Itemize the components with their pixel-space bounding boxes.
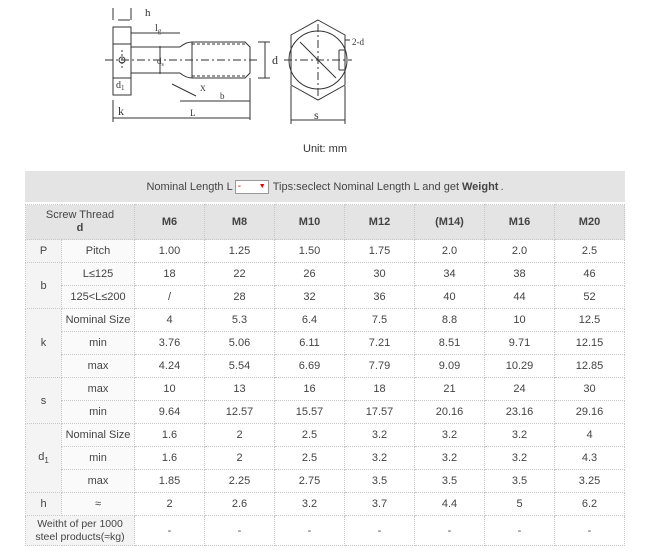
table-cell: 3.2 — [415, 424, 485, 447]
table-row — [26, 378, 625, 401]
col-header: M8 — [205, 205, 275, 240]
table-cell: - — [345, 516, 415, 546]
table-cell: 12.5 — [555, 309, 625, 332]
table-cell: 7.21 — [345, 332, 415, 355]
row-sub-label: max — [62, 355, 135, 378]
row-sub-label: max — [62, 470, 135, 493]
table-cell: 17.57 — [345, 401, 415, 424]
table-cell: 3.2 — [485, 424, 555, 447]
table-cell: 16 — [275, 378, 345, 401]
table-row — [26, 309, 625, 332]
table-cell: 23.16 — [485, 401, 555, 424]
table-cell: 3.25 — [555, 470, 625, 493]
table-cell: 18 — [135, 263, 205, 286]
table-cell: 3.76 — [135, 332, 205, 355]
table-cell: 9.64 — [135, 401, 205, 424]
table-cell: 2 — [205, 424, 275, 447]
table-cell: 4 — [555, 424, 625, 447]
table-cell: 10 — [485, 309, 555, 332]
label-chamfer: 2-d — [352, 37, 364, 47]
table-header-row — [26, 205, 625, 240]
table-cell: 6.2 — [555, 493, 625, 516]
row-sub-label: min — [62, 332, 135, 355]
header-screw-thread: Screw Thread d — [26, 205, 135, 240]
label-d1: $d_1$ — [116, 80, 125, 92]
table-cell: 1.75 — [345, 240, 415, 263]
label-ds: $d_s$ — [157, 56, 164, 68]
spec-table — [25, 204, 625, 546]
table-cell: 1.00 — [135, 240, 205, 263]
table-cell: 38 — [485, 263, 555, 286]
table-cell: 3.5 — [345, 470, 415, 493]
table-cell: - — [485, 516, 555, 546]
table-cell: 52 — [555, 286, 625, 309]
length-selector-bar — [25, 171, 625, 202]
table-row — [26, 401, 625, 424]
row-sub-label: Pitch — [62, 240, 135, 263]
row-sub-label: ≈ — [62, 493, 135, 516]
col-header: (M14) — [415, 205, 485, 240]
table-cell: 12.15 — [555, 332, 625, 355]
table-cell: 30 — [345, 263, 415, 286]
table-cell: 2.75 — [275, 470, 345, 493]
table-cell: 21 — [415, 378, 485, 401]
table-cell: 5.54 — [205, 355, 275, 378]
table-cell: 30 — [555, 378, 625, 401]
table-row — [26, 332, 625, 355]
table-row — [26, 516, 625, 546]
table-cell: 26 — [275, 263, 345, 286]
label-x: X — [200, 84, 206, 93]
table-cell: 20.16 — [415, 401, 485, 424]
table-cell: 2.0 — [485, 240, 555, 263]
row-sub-label: Nominal Size — [62, 309, 135, 332]
table-cell: 2 — [205, 447, 275, 470]
length-select[interactable] — [235, 180, 269, 194]
table-cell: 12.57 — [205, 401, 275, 424]
table-cell: 13 — [205, 378, 275, 401]
label-lg: $l_g$ — [155, 23, 162, 35]
col-header: M12 — [345, 205, 415, 240]
row-group-label: k — [26, 309, 62, 378]
table-cell: - — [555, 516, 625, 546]
table-row — [26, 470, 625, 493]
table-cell: 24 — [485, 378, 555, 401]
table-cell: - — [135, 516, 205, 546]
table-cell: 4 — [135, 309, 205, 332]
table-cell: 5.06 — [205, 332, 275, 355]
length-select-value: - — [237, 181, 242, 192]
table-cell: 2.5 — [275, 447, 345, 470]
table-cell: 46 — [555, 263, 625, 286]
table-cell: 4.3 — [555, 447, 625, 470]
table-cell: 6.11 — [275, 332, 345, 355]
table-cell: 2.0 — [415, 240, 485, 263]
selector-suffix: . — [500, 180, 504, 193]
weight-label: Weitht of per 1000 steel products(≈kg) — [26, 516, 135, 546]
table-cell: 3.5 — [415, 470, 485, 493]
table-cell: 3.2 — [345, 447, 415, 470]
row-sub-label: min — [62, 447, 135, 470]
row-group-label: h — [26, 493, 62, 516]
col-header: M20 — [555, 205, 625, 240]
table-cell: 9.09 — [415, 355, 485, 378]
table-row — [26, 240, 625, 263]
label-d: d — [272, 53, 278, 67]
table-cell: 3.7 — [345, 493, 415, 516]
table-cell: 7.79 — [345, 355, 415, 378]
label-h: h — [145, 7, 151, 19]
table-cell: 29.16 — [555, 401, 625, 424]
row-sub-label: max — [62, 378, 135, 401]
table-cell: 28 — [205, 286, 275, 309]
table-cell: 7.5 — [345, 309, 415, 332]
table-cell: 36 — [345, 286, 415, 309]
table-cell: 2.6 — [205, 493, 275, 516]
row-group-label: P — [26, 240, 62, 263]
label-l: L — [190, 108, 196, 118]
table-cell: 1.85 — [135, 470, 205, 493]
bolt-technical-drawing — [0, 0, 650, 135]
table-cell: 2.5 — [555, 240, 625, 263]
selector-tips: Tips:seclect Nominal Length L and get — [272, 180, 459, 193]
table-cell: 1.6 — [135, 424, 205, 447]
row-sub-label: Nominal Size — [62, 424, 135, 447]
table-cell: 18 — [345, 378, 415, 401]
table-cell: 34 — [415, 263, 485, 286]
table-cell: 2 — [135, 493, 205, 516]
table-row — [26, 424, 625, 447]
table-cell: 10 — [135, 378, 205, 401]
table-cell: 3.2 — [345, 424, 415, 447]
table-cell: 12.85 — [555, 355, 625, 378]
row-sub-label: L≤125 — [62, 263, 135, 286]
table-cell: 2.25 — [205, 470, 275, 493]
table-row — [26, 447, 625, 470]
row-sub-label: min — [62, 401, 135, 424]
table-cell: / — [135, 286, 205, 309]
table-cell: 40 — [415, 286, 485, 309]
row-sub-label: 125<L≤200 — [62, 286, 135, 309]
table-cell: 2.5 — [275, 424, 345, 447]
label-s: s — [314, 108, 319, 122]
label-k: k — [118, 104, 124, 118]
table-cell: 15.57 — [275, 401, 345, 424]
col-header: M10 — [275, 205, 345, 240]
table-cell: 4.24 — [135, 355, 205, 378]
table-cell: 1.50 — [275, 240, 345, 263]
table-cell: 3.2 — [275, 493, 345, 516]
table-cell: 3.5 — [485, 470, 555, 493]
table-cell: 6.69 — [275, 355, 345, 378]
table-cell: - — [415, 516, 485, 546]
table-cell: 3.2 — [415, 447, 485, 470]
table-row — [26, 355, 625, 378]
table-cell: 44 — [485, 286, 555, 309]
selector-weight-word: Weight — [462, 180, 499, 193]
table-row — [26, 286, 625, 309]
table-cell: 5.3 — [205, 309, 275, 332]
table-cell: 6.4 — [275, 309, 345, 332]
row-group-label: $d_1$ — [26, 424, 62, 493]
table-cell: 10.29 — [485, 355, 555, 378]
table-cell: 1.6 — [135, 447, 205, 470]
table-cell: 8.51 — [415, 332, 485, 355]
table-cell: 4.4 — [415, 493, 485, 516]
label-b: b — [220, 91, 225, 101]
col-header: M6 — [135, 205, 205, 240]
col-header: M16 — [485, 205, 555, 240]
row-group-label: b — [26, 263, 62, 309]
table-row — [26, 263, 625, 286]
table-cell: - — [275, 516, 345, 546]
table-cell: - — [205, 516, 275, 546]
row-group-label: s — [26, 378, 62, 424]
table-cell: 32 — [275, 286, 345, 309]
table-cell: 9.71 — [485, 332, 555, 355]
table-cell: 8.8 — [415, 309, 485, 332]
table-cell: 3.2 — [485, 447, 555, 470]
table-cell: 22 — [205, 263, 275, 286]
unit-label: Unit: mm — [303, 143, 347, 155]
table-cell: 5 — [485, 493, 555, 516]
table-cell: 1.25 — [205, 240, 275, 263]
selector-prefix: Nominal Length L — [146, 180, 233, 193]
table-row — [26, 493, 625, 516]
chevron-down-icon: ▼ — [258, 183, 266, 190]
